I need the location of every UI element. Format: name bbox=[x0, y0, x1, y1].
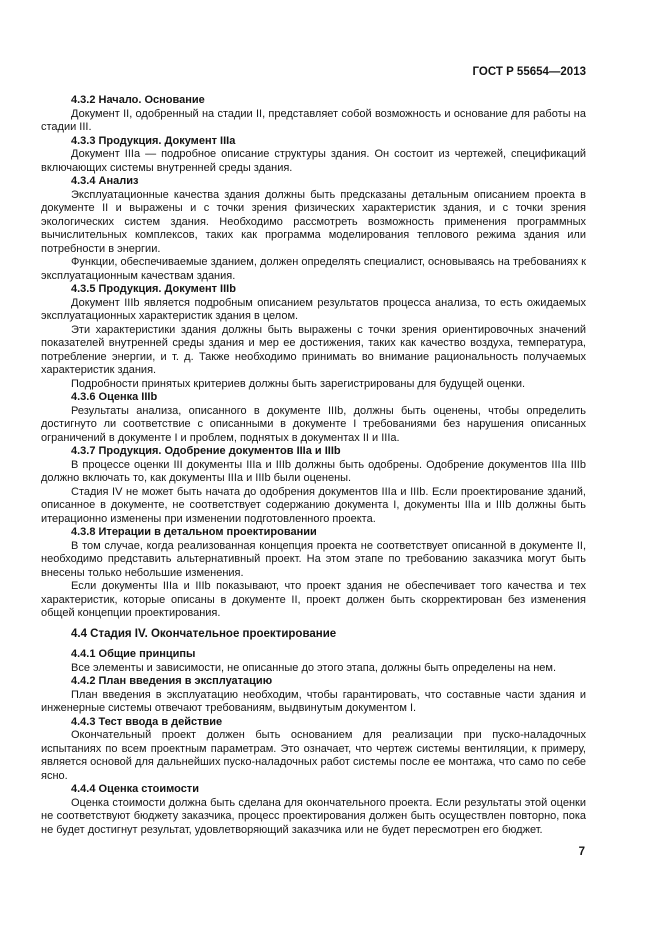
document-paragraph: Стадия IV не может быть начата до одобрения документов IIIa и IIIb. Если проектирование зданий, описанное в документе, не соответствует содержанию документа I, документы IIIa и IIIb должны быть итерационно изменены при изменении подготовленного проекта. bbox=[41, 485, 586, 525]
document-heading: 4.3.2 Начало. Основание bbox=[71, 94, 205, 106]
document-paragraph: Эти характеристики здания должны быть выражены с точки зрения ориентировочных значений показателей внутренней среды здания и мер ее достижения, таких как качество воздуха, температура, потребление энергии, и т. д. Также необходимо принимать во внимание рациональность получаемых характеристик здания. bbox=[41, 323, 586, 376]
standard-code: ГОСТ Р 55654—2013 bbox=[472, 66, 586, 78]
page-number: 7 bbox=[578, 846, 585, 858]
document-heading: 4.4.2 План введения в эксплуатацию bbox=[71, 675, 273, 687]
document-paragraph: Документ IIIb является подробным описанием результатов процесса анализа, то есть ожидаемых эксплуатационных характеристик здания в целом. bbox=[41, 296, 586, 322]
document-paragraph: Все элементы и зависимости, не описанные до этого этапа, должны быть определены на нем. bbox=[71, 661, 556, 674]
document-paragraph: В том случае, когда реализованная концепция проекта не соответствует описанной в документе II, необходимо представить альтернативный проект. На этом этапе по требованию заказчика могут быть внесены только небольшие изменения. bbox=[41, 539, 586, 579]
document-body bbox=[41, 94, 586, 837]
text-block bbox=[41, 66, 586, 837]
document-paragraph: План введения в эксплуатацию необходим, чтобы гарантировать, что составные части здания и инженерные системы отвечают требованиям, выдвинутым документом I. bbox=[41, 688, 586, 714]
document-paragraph: Подробности принятых критериев должны быть зарегистрированы для будущей оценки. bbox=[71, 377, 526, 390]
document-paragraph: Если документы IIIa и IIIb показывают, что проект здания не обеспечивает того качества и тех характеристик, которые описаны в документе II, проект должен быть скорректирован без изменения общей концепции проектирования. bbox=[41, 580, 586, 619]
document-heading: 4.4.1 Общие принципы bbox=[71, 648, 196, 660]
document-paragraph: Эксплуатационные качества здания должны быть предсказаны детальным описанием проекта в документе II и выражены и с точки зрения физических характеристик здания, и с точки зрения экологических систем здания. Необходимо рассмотреть возможность применения программных вычислительных комплексов, таких как программа моделирования теплового режима здания или потребности в энергии. bbox=[41, 188, 586, 255]
document-heading: 4.3.5 Продукция. Документ IIIb bbox=[71, 283, 236, 295]
document-heading: 4.3.8 Итерации в детальном проектировании bbox=[71, 526, 317, 538]
document-heading: 4.4.4 Оценка стоимости bbox=[71, 783, 199, 795]
page-header bbox=[41, 66, 586, 78]
document-paragraph: Документ IIIa — подробное описание структуры здания. Он состоит из чертежей, спецификаций включающих системы внутренней среды здания. bbox=[41, 148, 586, 174]
document-heading: 4.4 Стадия IV. Окончательное проектирование bbox=[71, 627, 337, 640]
document-heading: 4.3.3 Продукция. Документ IIIa bbox=[71, 134, 236, 147]
document-heading: 4.3.7 Продукция. Одобрение документов IIIa и IIIb bbox=[71, 445, 341, 457]
document-heading: 4.4.3 Тест ввода в действие bbox=[71, 715, 223, 728]
document-paragraph: Оценка стоимости должна быть сделана для окончательного проекта. Если результаты этой оценки не соответствуют бюджету заказчика, процесс проектирования должен быть осуществлен повторно, пока не будет достигнут результат, удовлетворяющий заказчика или не будет пересмотрен его бюджет. bbox=[41, 796, 586, 836]
document-paragraph: Результаты анализа, описанного в документе IIIb, должны быть оценены, чтобы определить достигнуто ли соответствие с описанными в документе I требованиями без нарушения описанных ограничений в документе I и проблем, поднятых в документах II и IIIa. bbox=[41, 404, 586, 444]
document-heading: 4.3.6 Оценка IIIb bbox=[71, 391, 158, 403]
document-heading: 4.3.4 Анализ bbox=[71, 175, 139, 187]
document-paragraph: Функции, обеспечиваемые зданием, должен определять специалист, основываясь на требованиях к эксплуатационным качествам здания. bbox=[41, 256, 586, 282]
document-paragraph: Окончательный проект должен быть основанием для реализации при пуско-наладочных испытаниях по всем проектным параметрам. Это означает, что чертеж системы вентиляции, к примеру, является основой для дальнейших пуско-наладочных работ системы после ее монтажа, что само по себе ясно. bbox=[41, 729, 586, 782]
document-paragraph: Документ II, одобренный на стадии II, представляет собой возможность и основание для работы на стадии III. bbox=[41, 107, 586, 133]
document-paragraph: В процессе оценки III документы IIIa и IIIb должны быть одобрены. Одобрение документов IIIa IIIb должно включать то, как документы IIIa и IIIb были оценены. bbox=[41, 458, 586, 484]
